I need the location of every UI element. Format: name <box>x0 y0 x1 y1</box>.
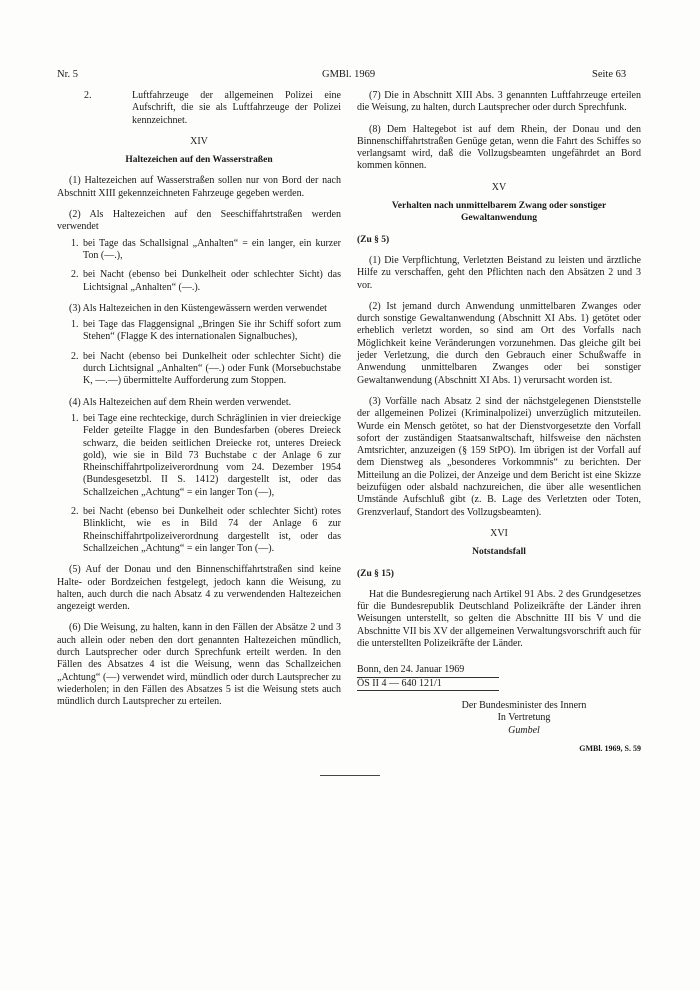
xv-paragraph-2: (2) Ist jemand durch Anwendung unmittelbaren Zwanges oder durch sonstige Gewaltanwendung (Abschnitt XI Abs. 1) getötet oder erheblich verletzt worden, so sind am Ort des Vorfalls nach Möglichkeit keine Veränderungen vorzunehmen. Das gleiche gilt bei jeder Verletzung, die durch den Gebrauch einer Schußwaffe in Anwendung unmittelbaren Zwanges oder bei sonstiger Gewaltanwendung (Abschnitt XI Abs. 1) verursacht worden ist. <box>357 300 641 386</box>
section-number-xv: XV <box>491 181 507 193</box>
right-column <box>357 90 641 756</box>
item-text: bei Tage das Flaggensignal „Bringen Sie ihr Schiff sofort zum Stehen“ (Flagge K des internationalen Signalbuches), <box>83 319 341 343</box>
journal-name: GMBl. 1969 <box>322 69 376 80</box>
section-title-xiv: Haltezeichen auf den Wasserstraßen <box>125 155 273 166</box>
reference-zu-15: (Zu § 15) <box>357 568 394 579</box>
section-number-xiv: XIV <box>190 135 208 147</box>
paragraph-6: (6) Die Weisung, zu halten, kann in den Fällen der Absätze 2 und 3 auch allein oder neben den dort genannten Haltezeichen mündlich, durch Lautsprecher oder durch Sprechfunk erteilt werden. In den Fällen des Absatzes 4 ist die Weisung, wenn das Schallzeichen „Achtung“ (—) verwendet wird, mündlich oder durch Lautsprecher zu wiederholen; in den Fällen des Absatzes 5 ist die Weisung stets auch mündlich durch Lautsprecher zu erteilen. <box>57 622 341 708</box>
representation-note: In Vertretung <box>497 712 551 724</box>
item-number: 2. <box>71 506 79 518</box>
end-rule <box>320 775 380 776</box>
item-number: 1. <box>71 412 79 424</box>
paragraph-1: (1) Haltezeichen auf Wasserstraßen sollen nur von Bord der nach Abschnitt XIII gekennzeichneten Fahrzeuge gegeben werden. <box>57 175 341 199</box>
item-text: bei Nacht (ebenso bei Dunkelheit oder schlechter Sicht) rotes Blinklicht, wie es in Bild 74 der Anlage 6 zur Rheinschiffahrtpolizeiverordnung dargestellt ist, oder das Schallzeichen „Achtung“ = ein langer Ton (—). <box>83 506 341 554</box>
paragraph-5: (5) Auf der Donau und den Binnenschiffahrtstraßen sind keine Halte- oder Bordzeichen festgelegt, jedoch kann die Weisung, zu halten, auch durch die nach Absatz 4 zu verwendenden Haltezeichen angezeigt werden. <box>57 564 341 613</box>
item-text: bei Nacht (ebenso bei Dunkelheit oder schlechter Sicht) das Lichtsignal „Anhalten“ (—.). <box>83 269 341 293</box>
signature-block <box>407 700 641 738</box>
section-title-xv: Verhalten nach unmittelbarem Zwang oder sonstiger Gewaltanwendung <box>391 201 607 224</box>
xv-paragraph-1: (1) Die Verpflichtung, Verletzten Beistand zu leisten und ärztliche Hilfe zu verschaffen, geht den Pflichten nach den Absätzen 2 und 3 vor. <box>357 254 641 291</box>
item-number: 1. <box>71 237 79 249</box>
authority: Der Bundesminister des Innern <box>461 699 587 711</box>
paragraph-3: (3) Als Haltezeichen in den Küstengewässern werden verwendet <box>69 302 327 314</box>
place-date: Bonn, den 24. Januar 1969 <box>357 664 499 677</box>
paragraph-4: (4) Als Haltezeichen auf dem Rhein werden verwendet. <box>69 396 292 408</box>
left-column <box>57 90 341 717</box>
item-text: Luftfahrzeuge der allgemeinen Polizei eine Aufschrift, die sie als Luftfahrzeuge der Polizei kennzeichnet. <box>132 90 341 126</box>
list-item <box>57 90 341 127</box>
section-number-xvi: XVI <box>490 527 508 539</box>
paragraph-7: (7) Die in Abschnitt XIII Abs. 3 genannten Luftfahrzeuge erteilen die Weisung, zu halten, durch Lautsprecher oder durch Sprechfunk. <box>357 90 641 114</box>
page-number: Seite 63 <box>592 69 627 80</box>
paragraph-8: (8) Dem Haltegebot ist auf dem Rhein, der Donau und den Binnenschiffahrtstraßen Genüge getan, wenn die Fahrt des Schiffes so verlangsamt wird, daß die Vollzugsbeamten ungefährdet an Bord kommen können. <box>357 123 641 172</box>
item-number: 1. <box>71 319 79 331</box>
item-number: 2. <box>71 269 79 281</box>
item-text: bei Nacht (ebenso bei Dunkelheit oder schlechter Sicht) die durch Lichtsignal „Anhalten“ (—.) oder Funk (Morsebuchstabe K, —.—) übermittelte Aufforderung zum Stoppen. <box>83 350 341 387</box>
xv-paragraph-3: (3) Vorfälle nach Absatz 2 sind der nächstgelegenen Dienststelle der allgemeinen Polizei (Kriminalpolizei) unverzüglich mitzuteilen. Wurde ein Mensch getötet, so hat der Dienstvorgesetzte den Vorfall sofort der zuständigen Staatsanwaltschaft, hilfsweise den nächsten Amtsrichter, anzuzeigen (§ 159 StPO). Im übrigen ist der Vorfall auf dem Dienstweg als „besonderes Vorkommnis“ zu berichten. Der Mitteilung an die Polizei, der Anzeige und dem Bericht ist eine Skizze beizufügen oder alsbald nachzureichen, die über alle wesentlichen Umstände Aufschluß gibt (z. B. Lage des Verletzten oder Toten, Grenzverlauf, Standort des Vollzugsbeamten). <box>357 395 641 518</box>
item-number: 2. <box>84 90 92 101</box>
item-text: bei Tage eine rechteckige, durch Schräglinien in vier dreieckige Felder geteilte Flagge in den Bundesfarben (oberes Dreieck schwarz, die beiden seitlichen Dreiecke rot, unteres Dreieck gold), wie sie in Bild 73 Buchstabe c der Anlage 6 zur Rheinschiffahrtpolizeiverordnung vom 24. Dezember 1954 (Bundesgesetzbl. II S. 1412) dargestellt ist, oder das Schallzeichen „Achtung“ = ein langer Ton (—), <box>83 412 341 498</box>
file-reference: ÖS II 4 — 640 121/1 <box>357 678 499 691</box>
issue-number: Nr. 5 <box>57 69 78 80</box>
paragraph-2: (2) Als Haltezeichen auf den Seeschiffahrtstraßen werden verwendet <box>57 209 341 233</box>
xvi-paragraph: Hat die Bundesregierung nach Artikel 91 Abs. 2 des Grundgesetzes für die Bundesrepublik Deutschland Polizeikräfte der Länder ihren Weisungen unterstellt, so gelten die Abschnitte III bis V und die Abschnitte VII bis XV der allgemeinen Verwaltungsvorschrift auch für die unterstellten Polizeikräfte der Länder. <box>357 588 641 649</box>
item-text: bei Tage das Schallsignal „Anhalten“ = ein langer, ein kurzer Ton (—.), <box>83 237 341 261</box>
item-number: 2. <box>71 350 79 362</box>
section-title-xvi: Notstandsfall <box>472 547 526 558</box>
signer-name: Gumbel <box>508 724 540 736</box>
reference-zu-5: (Zu § 5) <box>357 234 390 245</box>
gmbl-reference: GMBl. 1969, S. 59 <box>579 744 641 754</box>
